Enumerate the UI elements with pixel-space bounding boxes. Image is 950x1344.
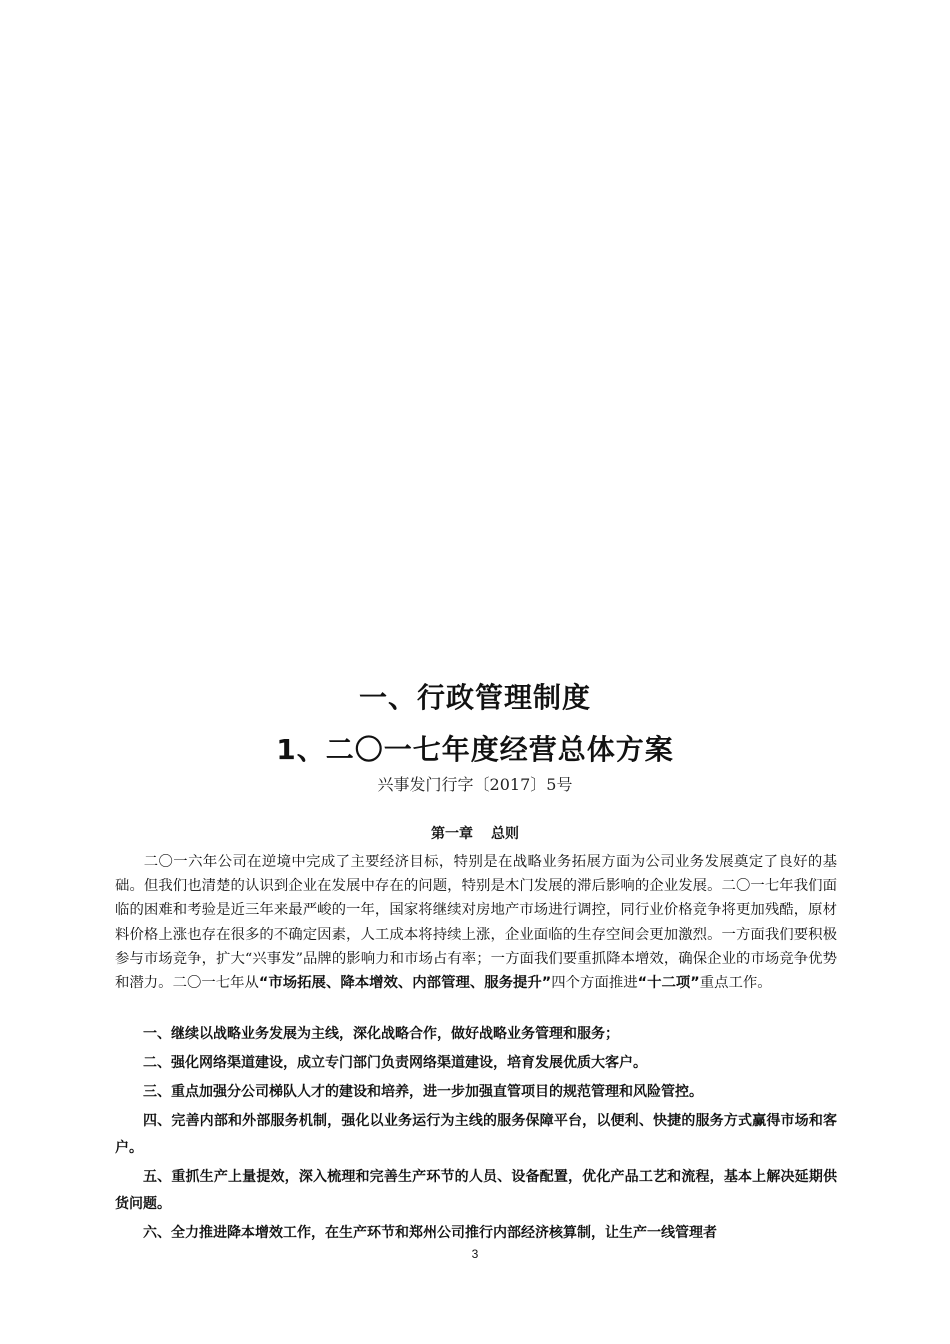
list-item: 五、重抓生产上量提效，深入梳理和完善生产环节的人员、设备配置，优化产品工艺和流程，基本上解决延期供货问题。 — [115, 1169, 837, 1212]
document-title: 1、二〇一七年度经营总体方案 — [276, 733, 674, 766]
list-item: 三、重点加强分公司梯队人才的建设和培养，进一步加强直管项目的规范管理和风险管控。 — [143, 1084, 703, 1100]
chapter-title: 总则 — [491, 826, 519, 842]
section-title: 一、行政管理制度 — [358, 681, 591, 714]
intro-bold-1: “市场拓展、降本增效、内部管理、服务提升” — [258, 975, 552, 992]
intro-bold-2: “十二项” — [637, 975, 700, 992]
list-item: 一、继续以战略业务发展为主线，深化战略合作，做好战略业务管理和服务； — [143, 1026, 619, 1042]
document-number: 兴事发门行字〔2017〕5号 — [377, 775, 573, 794]
chapter-heading — [0, 823, 950, 845]
intro-text-3: 重点工作。 — [699, 975, 772, 992]
list-item: 六、全力推进降本增效工作，在生产环节和郑州公司推行内部经济核算制，让生产一线管理者 — [143, 1225, 717, 1241]
list-item: 二、强化网络渠道建设，成立专门部门负责网络渠道建设，培育发展优质大客户。 — [143, 1055, 647, 1071]
intro-text-1: 二〇一六年公司在逆境中完成了主要经济目标，特别是在战略业务拓展方面为公司业务发展奠定了良好的基础。但我们也清楚的认识到企业在发展中存在的问题，特别是木门发展的滞后影响的企业发展。二〇一七年我们面临的困难和考验是近三年来最严峻的一年，国家将继续对房地产市场进行调控，同行业价格竞争将更加残酷，原材料价格上涨也存在很多的不确定因素，人工成本将持续上涨，企业面临的生存空间会更加激烈。一方面我们要积极参与市场竞争，扩大“兴事发”品牌的影响力和市场占有率；一方面我们要重抓降本增效，确保企业的市场竞争优势和潜力。二〇一七年从 — [115, 854, 837, 992]
list-item: 四、完善内部和外部服务机制，强化以业务运行为主线的服务保障平台，以便利、快捷的服务方式赢得市场和客户。 — [115, 1113, 837, 1156]
intro-text-2: 四个方面推进 — [551, 975, 638, 992]
chapter-label: 第一章 — [431, 826, 473, 842]
key-tasks-list — [115, 1021, 837, 1249]
page-number: 3 — [471, 1247, 479, 1261]
intro-paragraph — [115, 850, 837, 995]
